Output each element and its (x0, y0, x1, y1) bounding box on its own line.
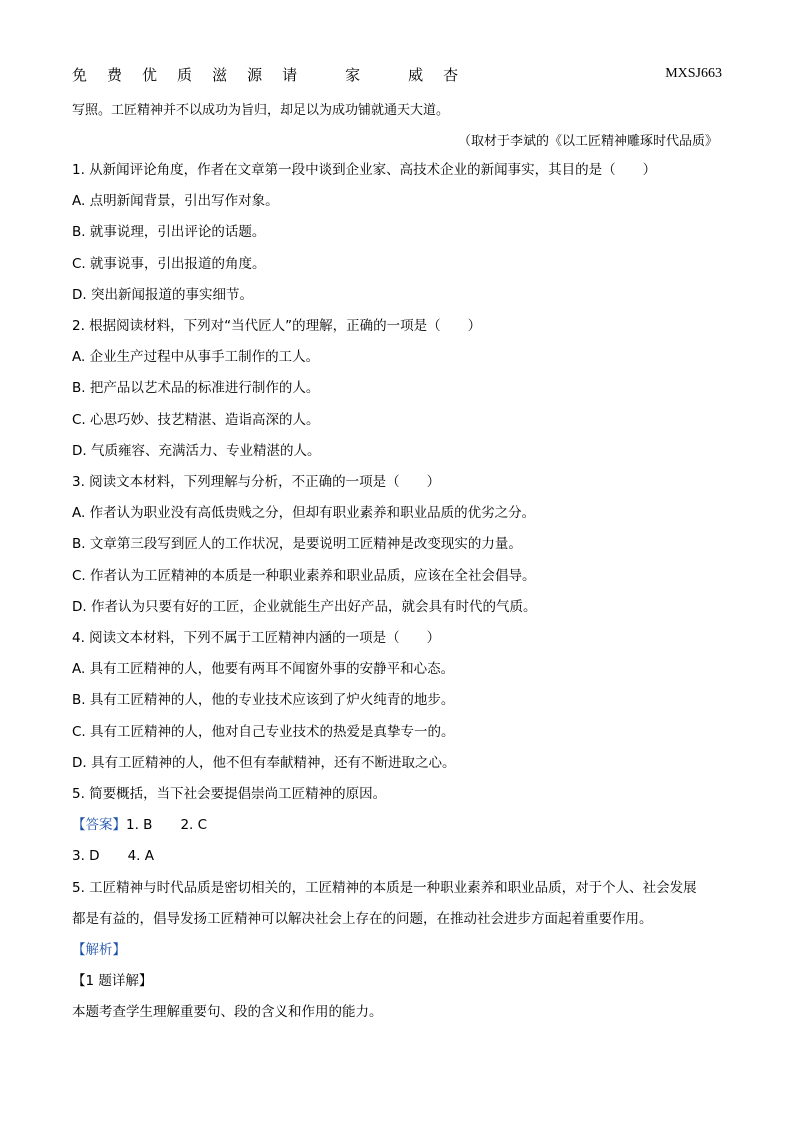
header-char: 免 (72, 66, 88, 84)
question-option: D. 气质雍容、充满活力、专业精湛的人。 (72, 443, 321, 459)
question-option: A. 点明新闻背景，引出写作对象。 (72, 193, 279, 209)
question-option: A. 作者认为职业没有高低贵贱之分，但却有职业素养和职业品质的优劣之分。 (72, 505, 536, 521)
header-char: 质 (177, 66, 193, 84)
header-char: 优 (142, 66, 158, 84)
header-char: 请 (282, 66, 298, 84)
answer-item: 1. B (126, 817, 153, 833)
question-stem: 4. 阅读文本材料，下列不属于工匠精神内涵的一项是（ ） (72, 630, 441, 646)
question-option: B. 把产品以艺术品的标准进行制作的人。 (72, 380, 320, 396)
page-header (72, 64, 722, 86)
question-option: C. 具有工匠精神的人，他对自己专业技术的热爱是真挚专一的。 (72, 724, 455, 740)
question-stem: 2. 根据阅读材料，下列对“当代匠人”的理解，正确的一项是（ ） (72, 318, 482, 334)
question-option: A. 企业生产过程中从事手工制作的工人。 (72, 349, 320, 365)
analysis-subheading: 【1 题详解】 (72, 973, 153, 989)
header-char: 家 (345, 66, 361, 84)
answer-row-2 (72, 846, 154, 866)
answer-tag: 【答案】 (72, 817, 126, 833)
question-option: A. 具有工匠精神的人，他要有两耳不闻窗外事的安静平和心态。 (72, 661, 455, 677)
question-option: D. 具有工匠精神的人，他不但有奉献精神，还有不断进取之心。 (72, 755, 456, 771)
question-option: B. 文章第三段写到匠人的工作状况，是要说明工匠精神是改变现实的力量。 (72, 536, 522, 552)
question-stem: 5. 简要概括，当下社会要提倡崇尚工匠精神的原因。 (72, 786, 387, 802)
answer-row-1 (72, 815, 207, 835)
passage-ending: 写照。工匠精神并不以成功为旨归，却足以为成功铺就通天大道。 (72, 103, 450, 118)
answer-item: 2. C (180, 817, 208, 833)
question-option: C. 作者认为工匠精神的本质是一种职业素养和职业品质，应该在全社会倡导。 (72, 568, 536, 584)
analysis-text: 本题考查学生理解重要句、段的含义和作用的能力。 (72, 1004, 383, 1020)
answer-item: 3. D (72, 848, 100, 864)
header-char: 杏 (443, 66, 459, 84)
answer-5-line-2: 都是有益的，倡导发扬工匠精神可以解决社会上存在的问题，在推动社会进步方面起着重要作用。 (72, 911, 653, 927)
question-stem: 3. 阅读文本材料，下列理解与分析，不正确的一项是（ ） (72, 474, 441, 490)
question-option: B. 就事说理，引出评论的话题。 (72, 224, 266, 240)
header-title (72, 64, 478, 85)
header-code: MXSJ663 (665, 66, 722, 81)
analysis-tag: 【解析】 (72, 942, 126, 958)
question-option: D. 突出新闻报道的事实细节。 (72, 287, 253, 303)
passage-source: （取材于李斌的《以工匠精神雕琢时代品质》 (457, 134, 718, 149)
question-option: B. 具有工匠精神的人，他的专业技术应该到了炉火纯青的地步。 (72, 692, 455, 708)
question-option: C. 就事说事，引出报道的角度。 (72, 256, 266, 272)
question-stem: 1. 从新闻评论角度，作者在文章第一段中谈到企业家、高技术企业的新闻事实，其目的是（ ） (72, 162, 657, 178)
answer-item: 4. A (127, 848, 154, 864)
question-option: D. 作者认为只要有好的工匠，企业就能生产出好产品，就会具有时代的气质。 (72, 599, 537, 615)
header-char: 滋 (212, 66, 228, 84)
header-char: 源 (247, 66, 263, 84)
header-char: 威 (408, 66, 424, 84)
header-char: 费 (107, 66, 123, 84)
question-option: C. 心思巧妙、技艺精湛、造诣高深的人。 (72, 412, 320, 428)
answer-5-line-1: 5. 工匠精神与时代品质是密切相关的，工匠精神的本质是一种职业素养和职业品质，对于个人、社会发展 (72, 880, 697, 896)
